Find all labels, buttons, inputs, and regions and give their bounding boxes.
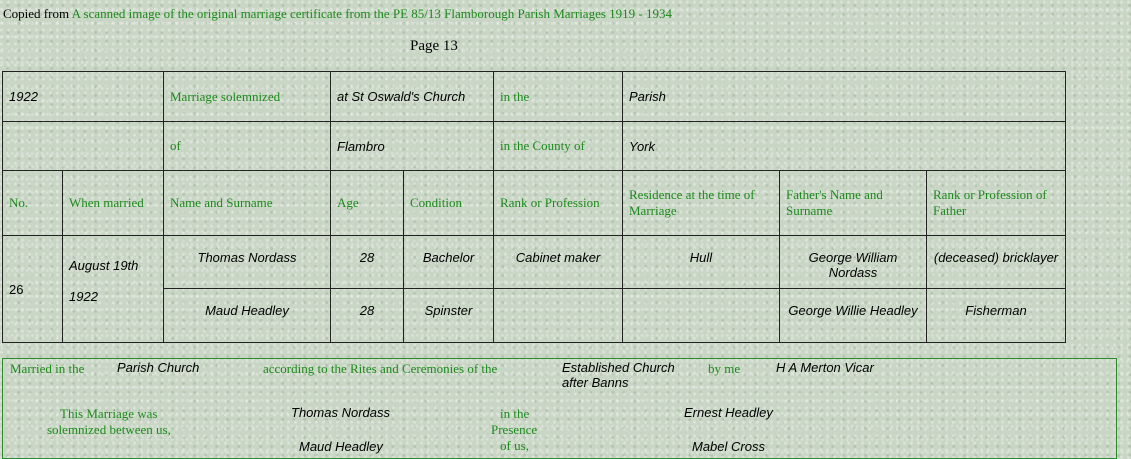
col-residence: Residence at the time of Marriage	[623, 171, 780, 236]
bride-age: 28	[331, 289, 404, 343]
groom-residence: Hull	[623, 236, 780, 289]
place: at St Oswald's Church	[331, 72, 494, 122]
date-line-2: 1922	[69, 289, 98, 304]
bride-condition: Spinster	[404, 289, 494, 343]
col-profession: Rank or Profession	[494, 171, 623, 236]
source-line	[3, 6, 672, 22]
county: York	[623, 122, 1066, 171]
when-married	[63, 236, 164, 343]
groom-father-profession: (deceased) bricklayer	[927, 236, 1066, 289]
groom-condition: Bachelor	[404, 236, 494, 289]
blank-cell	[3, 122, 164, 171]
parish: Parish	[623, 72, 1066, 122]
witness-2: Mabel Cross	[692, 439, 765, 454]
groom-age: 28	[331, 236, 404, 289]
witness-1: Ernest Headley	[684, 405, 773, 420]
presence-label-2: Presence	[491, 422, 538, 437]
rites: Established Church	[562, 360, 675, 375]
col-no: No.	[3, 171, 63, 236]
groom-name: Thomas Nordass	[164, 236, 331, 289]
bride-name: Maud Headley	[164, 289, 331, 343]
officiant: H A Merton Vicar	[776, 360, 874, 375]
in-the-label: in the	[494, 72, 623, 122]
county-label: in the County of	[494, 122, 623, 171]
col-father-profession: Rank or Profession of Father	[927, 171, 1066, 236]
solemnization-box	[2, 358, 1117, 459]
bride-father-profession: Fisherman	[927, 289, 1066, 343]
married-in-label: Married in the	[10, 361, 85, 376]
col-name: Name and Surname	[164, 171, 331, 236]
bride-residence	[623, 289, 780, 343]
rites-note: after Banns	[562, 375, 629, 390]
party-2: Maud Headley	[299, 439, 383, 454]
col-age: Age	[331, 171, 404, 236]
column-header-row	[3, 171, 1066, 236]
page-number: Page 13	[410, 38, 458, 54]
groom-profession: Cabinet maker	[494, 236, 623, 289]
of-label: of	[164, 122, 331, 171]
bride-father-name: George Willie Headley	[780, 289, 927, 343]
by-me-label: by me	[708, 361, 741, 376]
groom-father-name: George William Nordass	[780, 236, 927, 289]
marriage-solemnized-label: Marriage solemnized	[164, 72, 331, 122]
township: Flambro	[331, 122, 494, 171]
date-line-1: August 19th	[69, 258, 139, 273]
presence-label-3: of us,	[500, 438, 529, 453]
presence-label-1: in the	[500, 406, 530, 421]
church: Parish Church	[117, 360, 200, 375]
bride-profession	[494, 289, 623, 343]
source-link[interactable]: A scanned image of the original marriage certificate from the PE 85/13 Flamborough Parish Marriages 1919 - 1934	[71, 6, 672, 21]
year: 1922	[3, 72, 164, 122]
marriage-register-table	[2, 71, 1066, 343]
entry-number: 26	[3, 236, 63, 343]
rites-label: according to the Rites and Ceremonies of the	[263, 361, 498, 376]
header-row-1	[3, 72, 1066, 122]
col-condition: Condition	[404, 171, 494, 236]
col-when-married: When married	[63, 171, 164, 236]
between-label-2: solemnized between us,	[47, 422, 171, 437]
party-1: Thomas Nordass	[291, 405, 390, 420]
header-row-2	[3, 122, 1066, 171]
source-prefix: Copied from	[3, 6, 70, 21]
between-label-1: This Marriage was	[60, 406, 158, 421]
table-row	[3, 236, 1066, 289]
col-father-name: Father's Name and Surname	[780, 171, 927, 236]
